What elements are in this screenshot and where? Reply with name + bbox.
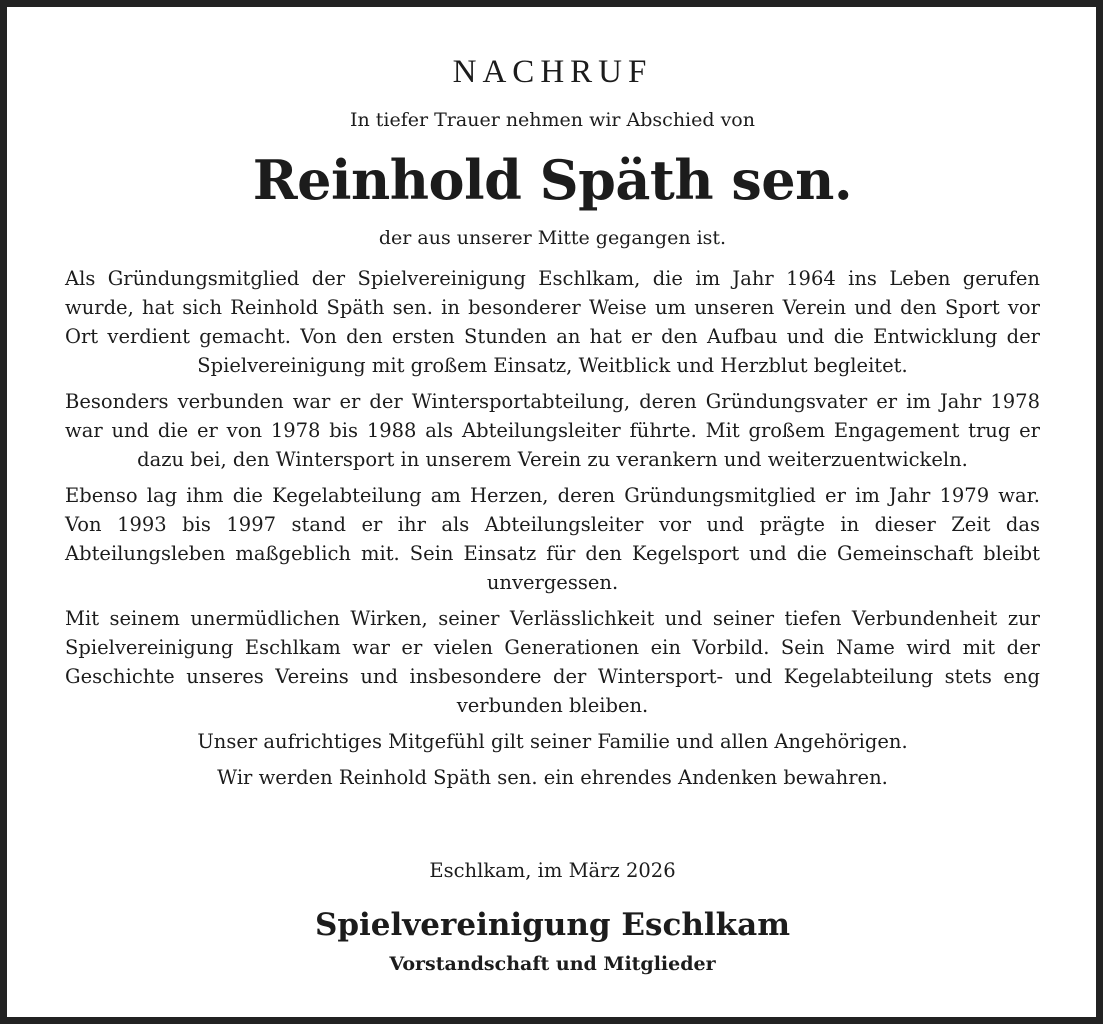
paragraph-legacy: Mit seinem unermüdlichen Wirken, seiner Verlässlichkeit und seiner tiefen Verbundenheit zur Spielvereinigung Eschlkam war er vielen Generationen ein Vorbild. Sein Name wird mit der Geschichte unseres Vereins und insbesondere der Wintersport- und Kegelabteilung stets eng verbunden bleiben. [65, 607, 1040, 717]
obituary-kicker: NACHRUF [452, 54, 653, 90]
paragraph-wintersport: Besonders verbunden war er der Wintersportabteilung, deren Gründungsvater er im Jahr 1978 war und die er von 1978 bis 1988 als Abteilungsleiter führte. Mit großem Engagement trug er dazu bei, den Wintersport in unserem Verein zu verankern und weiterzuentwickeln. [65, 390, 1040, 471]
club-name: Spielvereinigung Eschlkam [314, 907, 791, 943]
obituary-body [65, 264, 1040, 799]
condolence-line: Unser aufrichtiges Mitgefühl gilt seiner Familie und allen Angehörigen. [197, 730, 908, 753]
club-board: Vorstandschaft und Mitglieder [389, 953, 716, 975]
paragraph-founding: Als Gründungsmitglied der Spielvereinigung Eschlkam, die im Jahr 1964 ins Leben gerufen wurde, hat sich Reinhold Späth sen. in besonderer Weise um unseren Verein und den Sport vor Ort verdient gemacht. Von den ersten Stunden an hat er den Aufbau und die Entwicklung der Spielvereinigung mit großem Einsatz, Weitblick und Herzblut begleitet. [65, 267, 1040, 377]
subline: der aus unserer Mitte gegangen ist. [378, 227, 727, 249]
intro-line: In tiefer Trauer nehmen wir Abschied von [350, 109, 755, 131]
deceased-name: Reinhold Späth sen. [252, 148, 853, 212]
place-date: Eschlkam, im März 2026 [429, 859, 676, 882]
paragraph-kegel: Ebenso lag ihm die Kegelabteilung am Herzen, deren Gründungsmitglied er im Jahr 1979 war. Von 1993 bis 1997 stand er ihr als Abteilungsleiter vor und prägte in dieser Zeit das Abteilungsleben maßgeblich mit. Sein Einsatz für den Kegelsport und die Gemeinschaft bleibt unvergessen. [65, 484, 1040, 594]
remembrance-line: Wir werden Reinhold Späth sen. ein ehrendes Andenken bewahren. [217, 766, 888, 789]
